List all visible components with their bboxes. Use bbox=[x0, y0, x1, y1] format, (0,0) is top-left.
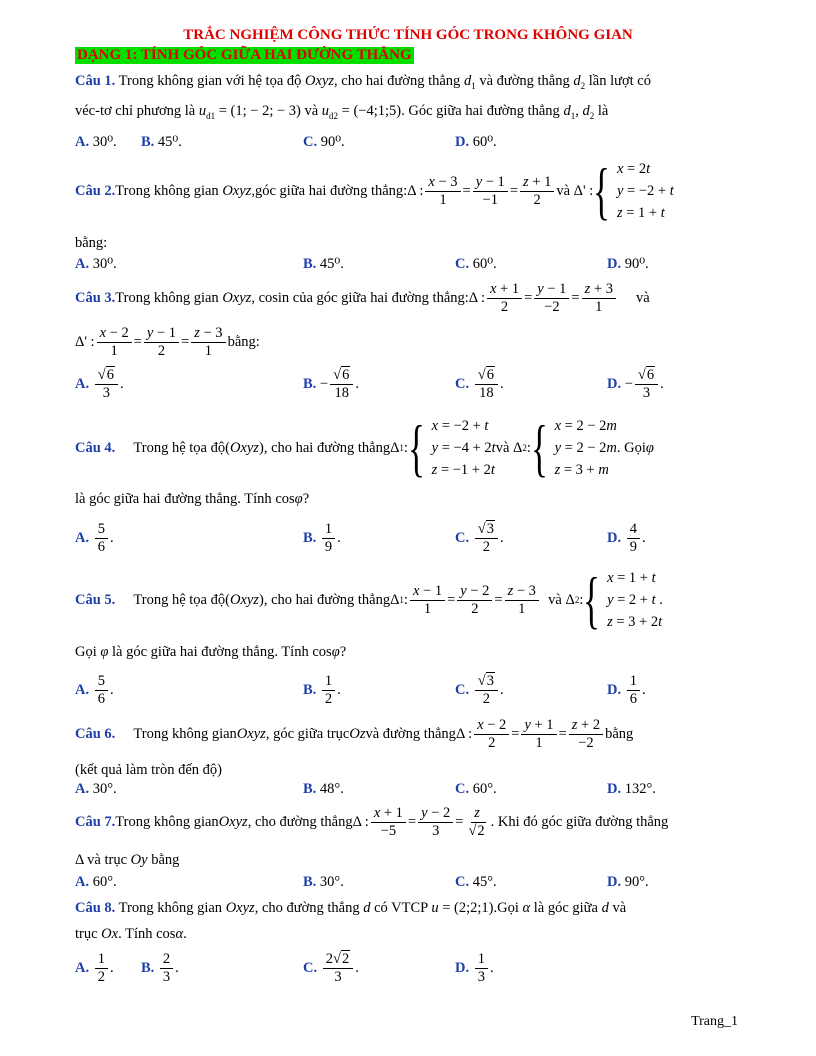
question-1-options: A. 30⁰. bbox=[75, 134, 117, 150]
question-5-line-1: Câu 5. Trong hệ tọa độ ( Oxyz ) , cho hai đường thẳng Δ 1 : $\frac{x - 1}{1}$ = $\frac{y - 2}{2}$ = $\frac{z - 3}{1}$ và Δ 2 : { x = 1 + t y = 2 + t . z = 3 + 2t bbox=[75, 564, 663, 635]
question-3-line-1: Câu 3. Trong không gian Oxyz , cosin của góc giữa hai đường thẳng: Δ : $\frac{x + 1}{2}$ = $\frac{y - 1}{-2}$ = $\frac{z + 3}{1}$ và bbox=[75, 280, 650, 315]
document-page: TRẮC NGHIỆM CÔNG THỨC TÍNH GÓC TRONG KHÔNG GIAN DẠNG 1: TÍNH GÓC GIỮA HAI ĐƯỜNG THẲNG Câu 1. Trong không gian với hệ tọa độ Oxyz, cho hai đường thẳng $d_1$ và đường thẳng $d_2$ lần lượt có véc-tơ chỉ phương là $u_{d1} = (1$; − 2; − 3) và $u_{d2}$ = (−4;1;5). Góc giữa hai đường thẳng $d_1$, $d_2$ là A. 30⁰. B. 45⁰. C. 90⁰. D. 60⁰. Câu 2. Trong không gian Oxyz ,góc giữa hai đường thẳng: Δ : $\frac{x - 3}{1}$ = $\frac{y - 1}{-1}$ = $\frac{z + 1}{2}$ và Δ' : { x = 2t y = −2 + t z = 1 + t bằng: A. 30⁰. B. 45⁰. C. 60⁰. D. 90⁰. Câu 3. Trong không gian Oxyz , cosin của góc giữa hai đường thẳng: Δ : $\frac{x + 1}{2}$ = $\frac{y - 1}{-2}$ = $\frac{z + 3}{1}$ và Δ' : $\frac{x - 2}{1}$ = $\frac{y - 1}{2}$ = $\frac{z - 3}{1}$ bằng: A. $\frac{√6}{3}$ . B. − $\frac{√6}{18}$ . C. $\frac{√6}{18}$ . D. − $\frac{√6}{3}$ . Câu 4. Trong hệ tọa độ ( Oxyz ) , cho hai đường thẳng Δ 1 : { x = −2 + t y = −4 + 2t z = −1 + 2t và Δ 2 : { x = 2 − 2m y = 2 − 2m z = 3 + m . Gọi φ là góc giữa hai đường thẳng. Tính cosφ? A. $\frac{5}{6}$ . B. $\frac{1}{9}$ . C. $\frac{√3}{2}$ . D. $\frac{4}{9}$ . Câu 5. Trong hệ tọa độ ( Oxyz ) , cho hai đường thẳng Δ 1 : $\frac{x - 1}{1}$ = $\frac{y - 2}{2}$ = $\frac{z - 3}{1}$ và Δ 2 : { x = 1 + t y = 2 + t . z = 3 + 2t Gọi φ là góc giữa hai đường thẳng. Tính cosφ? A. $\frac{5}{6}$ . B. $\frac{1}{2}$ . C. $\frac{√3}{2}$ . D. $\frac{1}{6}$ . Câu 6. Trong không gian Oxyz , góc giữa trục Oz và đường thẳng Δ : $\frac{x - 2}{2}$ = $\frac{y + 1}{1}$ = $\frac{z + 2}{-2}$ bằng (kết quả làm tròn đến độ) A. 30°. B. 48°. C. 60°. D. 132°. Câu 7. Trong không gian Oxyz , cho đường thẳng Δ : $\frac{x + 1}{-5}$ = $\frac{y - 2}{3}$ = $\frac{z}{√2}$ . Khi đó góc giữa đường thẳng Δ và trục Oy bằng A. 60°. B. 30°. C. 45°. D. 90°. Câu 8. Trong không gian Oxyz, cho đường thẳng d có VTCP u = (2;2;1).Gọi α là góc giữa d và trục Ox. Tính cosα. A. $\frac{1}{2}$ . B. $\frac{2}{3}$ . C. $\frac{2√2}{3}$ . D. $\frac{1}{3}$ . Trang_1 bbox=[0, 0, 816, 1056]
question-6-line-1: Câu 6. Trong không gian Oxyz , góc giữa trục Oz và đường thẳng Δ : $\frac{x - 2}{2}$ = $\frac{y + 1}{1}$ = $\frac{z + 2}{-2}$ bằng bbox=[75, 716, 634, 751]
question-8-line-1: Câu 8. Trong không gian Oxyz, cho đường thẳng d có VTCP u = (2;2;1).Gọi α là góc giữa d và bbox=[75, 900, 627, 916]
question-1-line-1: Câu 1. Trong không gian với hệ tọa độ Oxyz, cho hai đường thẳng $d_1$ và đường thẳng $d_2$ lần lượt có bbox=[75, 73, 651, 91]
question-7-line-1: Câu 7. Trong không gian Oxyz , cho đường thẳng Δ : $\frac{x + 1}{-5}$ = $\frac{y - 2}{3}$ = $\frac{z}{√2}$ . Khi đó góc giữa đường thẳng bbox=[75, 804, 669, 839]
question-2-line-1: Câu 2. Trong không gian Oxyz ,góc giữa hai đường thẳng: Δ : $\frac{x - 3}{1}$ = $\frac{y - 1}{-1}$ = $\frac{z + 1}{2}$ và Δ' : { x = 2t y = −2 + t z = 1 + t bbox=[75, 155, 674, 226]
question-1-line-2: véc-tơ chỉ phương là $u_{d1} = (1$; − 2; − 3) và $u_{d2}$ = (−4;1;5). Góc giữa hai đường thẳng $d_1$, $d_2$ là bbox=[75, 103, 609, 121]
question-3-line-2: Δ' : $\frac{x - 2}{1}$ = $\frac{y - 1}{2}$ = $\frac{z - 3}{1}$ bằng: bbox=[75, 324, 260, 359]
page-footer: Trang_1 bbox=[691, 1014, 738, 1029]
question-4-line-1: Câu 4. Trong hệ tọa độ ( Oxyz ) , cho hai đường thẳng Δ 1 : { x = −2 + t y = −4 + 2t z = −1 + 2t và Δ 2 : { x = 2 − 2m y = 2 − 2m z = 3 + m . Gọi φ bbox=[75, 412, 654, 483]
section-heading: DẠNG 1: TÍNH GÓC GIỮA HAI ĐƯỜNG THẲNG bbox=[77, 47, 412, 63]
page-title: TRẮC NGHIỆM CÔNG THỨC TÍNH GÓC TRONG KHÔNG GIAN bbox=[183, 27, 633, 43]
